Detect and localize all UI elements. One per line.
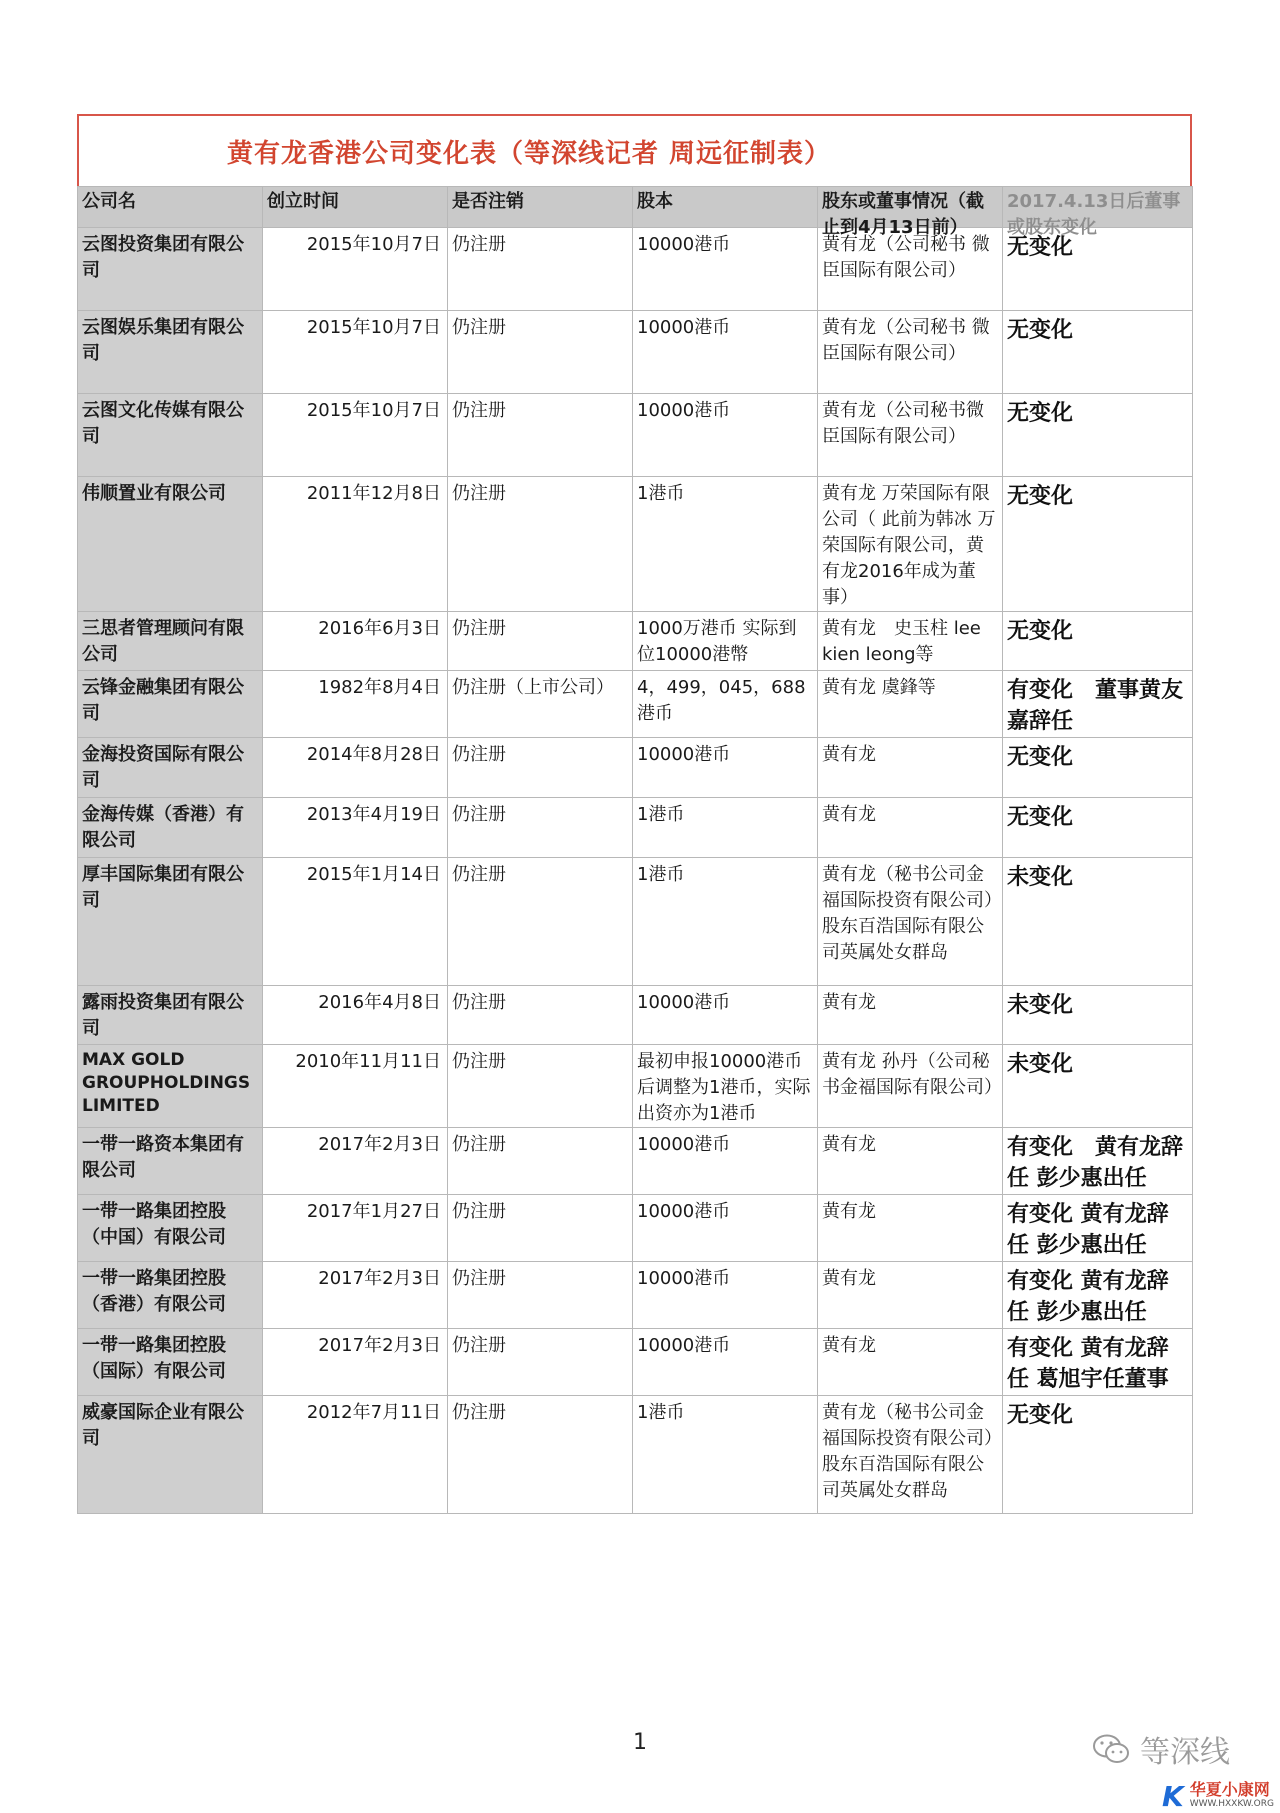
capital-cell: 1港币 bbox=[633, 858, 818, 986]
header-holders bbox=[818, 187, 1003, 238]
change-cell: 未变化 bbox=[1003, 986, 1193, 1045]
status-cell: 仍注册 bbox=[448, 1045, 633, 1128]
change-cell: 无变化 bbox=[1003, 738, 1193, 798]
founded-date-cell: 2013年4月19日 bbox=[263, 798, 448, 858]
change-cell: 无变化 bbox=[1003, 1396, 1193, 1514]
capital-cell: 1港币 bbox=[633, 798, 818, 858]
founded-date-cell: 2017年2月3日 bbox=[263, 1128, 448, 1195]
founded-date-cell: 2014年8月28日 bbox=[263, 738, 448, 798]
table-row bbox=[78, 671, 1193, 738]
company-name-cell: 云锋金融集团有限公司 bbox=[78, 671, 263, 738]
header-company-name: 公司名 bbox=[78, 187, 263, 228]
table-row bbox=[78, 798, 1193, 858]
status-cell: 仍注册 bbox=[448, 477, 633, 612]
company-name-cell: 金海传媒（香港）有限公司 bbox=[78, 798, 263, 858]
company-change-table bbox=[77, 186, 1193, 1514]
holders-cell: 黄有龙 bbox=[818, 1128, 1003, 1195]
capital-cell: 10000港币 bbox=[633, 311, 818, 394]
holders-cell: 黄有龙（公司秘书 微臣国际有限公司） bbox=[818, 228, 1003, 311]
change-cell: 未变化 bbox=[1003, 858, 1193, 986]
status-cell: 仍注册 bbox=[448, 394, 633, 477]
capital-cell: 1港币 bbox=[633, 1396, 818, 1514]
capital-cell: 最初申报10000港币后调整为1港币，实际出资亦为1港币 bbox=[633, 1045, 818, 1128]
holders-cell: 黄有龙 虞鋒等 bbox=[818, 671, 1003, 738]
capital-cell: 1港币 bbox=[633, 477, 818, 612]
founded-date-cell: 2012年7月11日 bbox=[263, 1396, 448, 1514]
capital-cell: 10000港币 bbox=[633, 1128, 818, 1195]
table-row bbox=[78, 738, 1193, 798]
capital-cell: 10000港币 bbox=[633, 228, 818, 311]
status-cell: 仍注册 bbox=[448, 858, 633, 986]
holders-cell: 黄有龙 史玉柱 lee kien leong等 bbox=[818, 612, 1003, 671]
holders-cell: 黄有龙 bbox=[818, 1195, 1003, 1262]
site-logo-url: WWW.HXXKW.ORG bbox=[1189, 1798, 1274, 1809]
table-row bbox=[78, 1195, 1193, 1262]
header-deregistered: 是否注销 bbox=[448, 187, 633, 228]
founded-date-cell: 1982年8月4日 bbox=[263, 671, 448, 738]
table-row bbox=[78, 311, 1193, 394]
company-name-cell: 云图投资集团有限公司 bbox=[78, 228, 263, 311]
status-cell: 仍注册 bbox=[448, 612, 633, 671]
change-cell: 有变化 黄有龙辞任 彭少惠出任 bbox=[1003, 1195, 1193, 1262]
change-cell: 有变化 黄有龙辞任 彭少惠出任 bbox=[1003, 1262, 1193, 1329]
table-row bbox=[78, 1128, 1193, 1195]
capital-cell: 1000万港币 实际到位10000港幣 bbox=[633, 612, 818, 671]
table-row bbox=[78, 612, 1193, 671]
founded-date-cell: 2011年12月8日 bbox=[263, 477, 448, 612]
change-cell: 无变化 bbox=[1003, 477, 1193, 612]
founded-date-cell: 2017年2月3日 bbox=[263, 1262, 448, 1329]
capital-cell: 10000港币 bbox=[633, 1329, 818, 1396]
table-row bbox=[78, 477, 1193, 612]
table-row bbox=[78, 394, 1193, 477]
holders-cell: 黄有龙（公司秘书微臣国际有限公司） bbox=[818, 394, 1003, 477]
company-name-cell: 露雨投资集团有限公司 bbox=[78, 986, 263, 1045]
capital-cell: 10000港币 bbox=[633, 1262, 818, 1329]
site-logo-name: 华夏小康网 bbox=[1189, 1779, 1270, 1799]
page-number: 1 bbox=[633, 1730, 647, 1755]
change-cell: 无变化 bbox=[1003, 798, 1193, 858]
change-cell: 无变化 bbox=[1003, 228, 1193, 311]
company-name-cell: 三思者管理顾问有限公司 bbox=[78, 612, 263, 671]
table-row bbox=[78, 228, 1193, 311]
company-name-cell: 云图文化传媒有限公司 bbox=[78, 394, 263, 477]
status-cell: 仍注册 bbox=[448, 1329, 633, 1396]
holders-cell: 黄有龙 万荣国际有限公司（ 此前为韩冰 万荣国际有限公司，黄有龙2016年成为董事） bbox=[818, 477, 1003, 612]
founded-date-cell: 2017年2月3日 bbox=[263, 1329, 448, 1396]
holders-cell: 黄有龙 bbox=[818, 1262, 1003, 1329]
table-row bbox=[78, 986, 1193, 1045]
founded-date-cell: 2016年6月3日 bbox=[263, 612, 448, 671]
capital-cell: 10000港币 bbox=[633, 394, 818, 477]
capital-cell: 4，499，045，688港币 bbox=[633, 671, 818, 738]
change-cell: 无变化 bbox=[1003, 612, 1193, 671]
table-row bbox=[78, 1396, 1193, 1514]
capital-cell: 10000港币 bbox=[633, 986, 818, 1045]
company-name-cell: 云图娱乐集团有限公司 bbox=[78, 311, 263, 394]
table-title-box bbox=[77, 114, 1192, 186]
status-cell: 仍注册 bbox=[448, 1396, 633, 1514]
company-name-cell: 一带一路集团控股（国际）有限公司 bbox=[78, 1329, 263, 1396]
status-cell: 仍注册 bbox=[448, 311, 633, 394]
change-cell: 有变化 董事黄友嘉辞任 bbox=[1003, 671, 1193, 738]
status-cell: 仍注册 bbox=[448, 228, 633, 311]
company-table-sheet bbox=[77, 114, 1192, 1514]
wechat-watermark bbox=[1092, 1727, 1230, 1771]
founded-date-cell: 2016年4月8日 bbox=[263, 986, 448, 1045]
status-cell: 仍注册 bbox=[448, 1128, 633, 1195]
capital-cell: 10000港币 bbox=[633, 1195, 818, 1262]
watermark-text: 等深线 bbox=[1140, 1735, 1230, 1770]
status-cell: 仍注册 bbox=[448, 986, 633, 1045]
table-row bbox=[78, 1329, 1193, 1396]
table-row bbox=[78, 858, 1193, 986]
company-name-cell: 威豪国际企业有限公司 bbox=[78, 1396, 263, 1514]
header-share-capital: 股本 bbox=[633, 187, 818, 228]
header-change-text: 2017.4.13日后董事或股东变化 bbox=[1007, 191, 1181, 238]
holders-cell: 黄有龙（秘书公司金福国际投资有限公司）股东百浩国际有限公司英属处女群岛 bbox=[818, 1396, 1003, 1514]
holders-cell: 黄有龙 孙丹（公司秘书金福国际有限公司） bbox=[818, 1045, 1003, 1128]
founded-date-cell: 2015年10月7日 bbox=[263, 311, 448, 394]
site-logo bbox=[1162, 1780, 1274, 1813]
founded-date-cell: 2015年10月7日 bbox=[263, 228, 448, 311]
status-cell: 仍注册 bbox=[448, 798, 633, 858]
company-name-cell: 一带一路集团控股（中国）有限公司 bbox=[78, 1195, 263, 1262]
header-change bbox=[1003, 187, 1193, 238]
table-header-row bbox=[78, 187, 1193, 228]
wechat-icon bbox=[1092, 1733, 1130, 1765]
founded-date-cell: 2017年1月27日 bbox=[263, 1195, 448, 1262]
change-cell: 无变化 bbox=[1003, 394, 1193, 477]
holders-cell: 黄有龙（秘书公司金福国际投资有限公司）股东百浩国际有限公司英属处女群岛 bbox=[818, 858, 1003, 986]
company-name-cell: 金海投资国际有限公司 bbox=[78, 738, 263, 798]
status-cell: 仍注册（上市公司） bbox=[448, 671, 633, 738]
holders-cell: 黄有龙 bbox=[818, 798, 1003, 858]
founded-date-cell: 2010年11月11日 bbox=[263, 1045, 448, 1128]
change-cell: 无变化 bbox=[1003, 311, 1193, 394]
holders-cell: 黄有龙 bbox=[818, 1329, 1003, 1396]
status-cell: 仍注册 bbox=[448, 1195, 633, 1262]
founded-date-cell: 2015年10月7日 bbox=[263, 394, 448, 477]
holders-cell: 黄有龙（公司秘书 微臣国际有限公司） bbox=[818, 311, 1003, 394]
holders-cell: 黄有龙 bbox=[818, 738, 1003, 798]
company-name-cell: 一带一路资本集团有限公司 bbox=[78, 1128, 263, 1195]
founded-date-cell: 2015年1月14日 bbox=[263, 858, 448, 986]
table-row bbox=[78, 1262, 1193, 1329]
header-founded-date: 创立时间 bbox=[263, 187, 448, 228]
change-cell: 有变化 黄有龙辞任 葛旭宇任董事 bbox=[1003, 1329, 1193, 1396]
status-cell: 仍注册 bbox=[448, 1262, 633, 1329]
header-holders-text: 股东或董事情况（截止到4月13日前） bbox=[822, 191, 984, 238]
company-name-cell: 厚丰国际集团有限公司 bbox=[78, 858, 263, 986]
status-cell: 仍注册 bbox=[448, 738, 633, 798]
company-name-cell: MAX GOLD GROUPHOLDINGS LIMITED bbox=[78, 1045, 263, 1128]
capital-cell: 10000港币 bbox=[633, 738, 818, 798]
table-title: 黄有龙香港公司变化表（等深线记者 周远征制表） bbox=[227, 138, 832, 169]
holders-cell: 黄有龙 bbox=[818, 986, 1003, 1045]
company-name-cell: 伟顺置业有限公司 bbox=[78, 477, 263, 612]
change-cell: 未变化 bbox=[1003, 1045, 1193, 1128]
site-logo-icon: K bbox=[1162, 1780, 1184, 1813]
change-cell: 有变化 黄有龙辞任 彭少惠出任 bbox=[1003, 1128, 1193, 1195]
table-row bbox=[78, 1045, 1193, 1128]
company-name-cell: 一带一路集团控股（香港）有限公司 bbox=[78, 1262, 263, 1329]
